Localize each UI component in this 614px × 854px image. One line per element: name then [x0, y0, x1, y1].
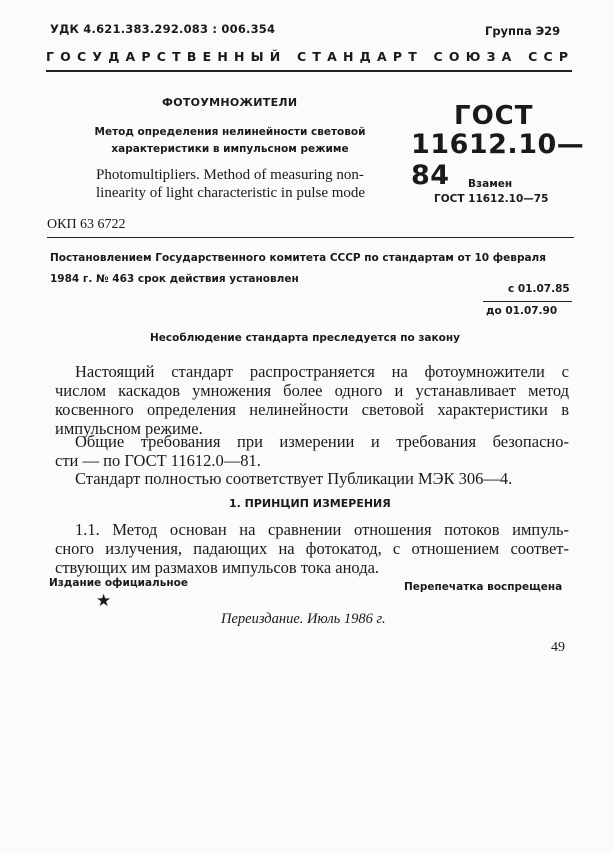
decree-text — [50, 248, 575, 290]
group-code: Группа Э29 — [485, 24, 561, 38]
paragraph-line: 1.1. Метод основан на сравнении отношения потоков импуль- — [75, 520, 569, 539]
subtitle-line: Метод определения нелинейности световой — [94, 126, 366, 138]
compliance-paragraph — [55, 469, 569, 488]
page-number: 49 — [551, 640, 565, 655]
replaces-label: Взамен — [468, 178, 513, 190]
okp-code: ОКП 63 6722 — [47, 217, 126, 232]
paragraph-line: Общие требования при измерении и требования безопасно- — [75, 432, 569, 451]
enforcement-notice: Несоблюдение стандарта преследуется по закону — [150, 332, 460, 344]
decree-line: 1984 г. № 463 срок действия установлен — [50, 273, 299, 285]
paragraph-line: импульсном режиме. — [55, 419, 203, 438]
method-paragraph — [55, 520, 569, 577]
replaced-standard: ГОСТ 11612.10—75 — [434, 193, 549, 205]
date-divider — [483, 301, 572, 302]
okp-divider — [47, 237, 574, 238]
official-edition-label: Издание официальное — [49, 577, 188, 589]
subtitle-line: характеристики в импульсном режиме — [111, 143, 349, 155]
paragraph-line: Настоящий стандарт распространяется на фотоумножители с — [75, 362, 569, 381]
document-subtitle — [80, 124, 380, 158]
star-icon: ★ — [96, 591, 112, 611]
english-title-line: linearity of light characteristic in pulse mode — [96, 185, 366, 201]
header-divider — [46, 70, 572, 72]
english-title-line: Photomultipliers. Method of measuring non- — [96, 167, 364, 183]
document-title: ФОТОУМНОЖИТЕЛИ — [162, 96, 298, 109]
general-requirements-paragraph — [55, 432, 569, 470]
english-title — [96, 166, 376, 202]
paragraph-line: Стандарт полностью соответствует Публикации МЭК 306—4. — [75, 469, 513, 488]
state-standard-heading: ГОСУДАРСТВЕННЫЙ СТАНДАРТ СОЮЗА ССР — [46, 49, 575, 64]
scope-paragraph — [55, 362, 569, 438]
paragraph-line: косвенного определения нелинейности световой характеристики в — [55, 400, 569, 419]
effective-date-from: с 01.07.85 — [508, 283, 570, 295]
gost-number: 11612.10—84 — [411, 129, 585, 191]
paragraph-line: сти — по ГОСТ 11612.0—81. — [55, 451, 261, 470]
effective-date-to: до 01.07.90 — [486, 305, 558, 317]
paragraph-line: сного излучения, падающих на фотокатод, с отношением соответ- — [55, 539, 569, 558]
reissue-note: Переиздание. Июль 1986 г. — [221, 611, 386, 627]
udk-code: УДК 4.621.383.292.083 : 006.354 — [50, 22, 276, 36]
paragraph-line: числом каскадов умножения более одного и устанавливает метод — [55, 381, 569, 400]
decree-line: Постановлением Государственного комитета СССР по стандартам от 10 февраля — [50, 252, 546, 264]
reprint-prohibited-label: Перепечатка воспрещена — [404, 581, 563, 593]
gost-label: ГОСТ — [454, 101, 534, 131]
paragraph-line: ствующих им размахов импульсов тока анода. — [55, 558, 380, 577]
section-heading: 1. ПРИНЦИП ИЗМЕРЕНИЯ — [229, 497, 391, 510]
